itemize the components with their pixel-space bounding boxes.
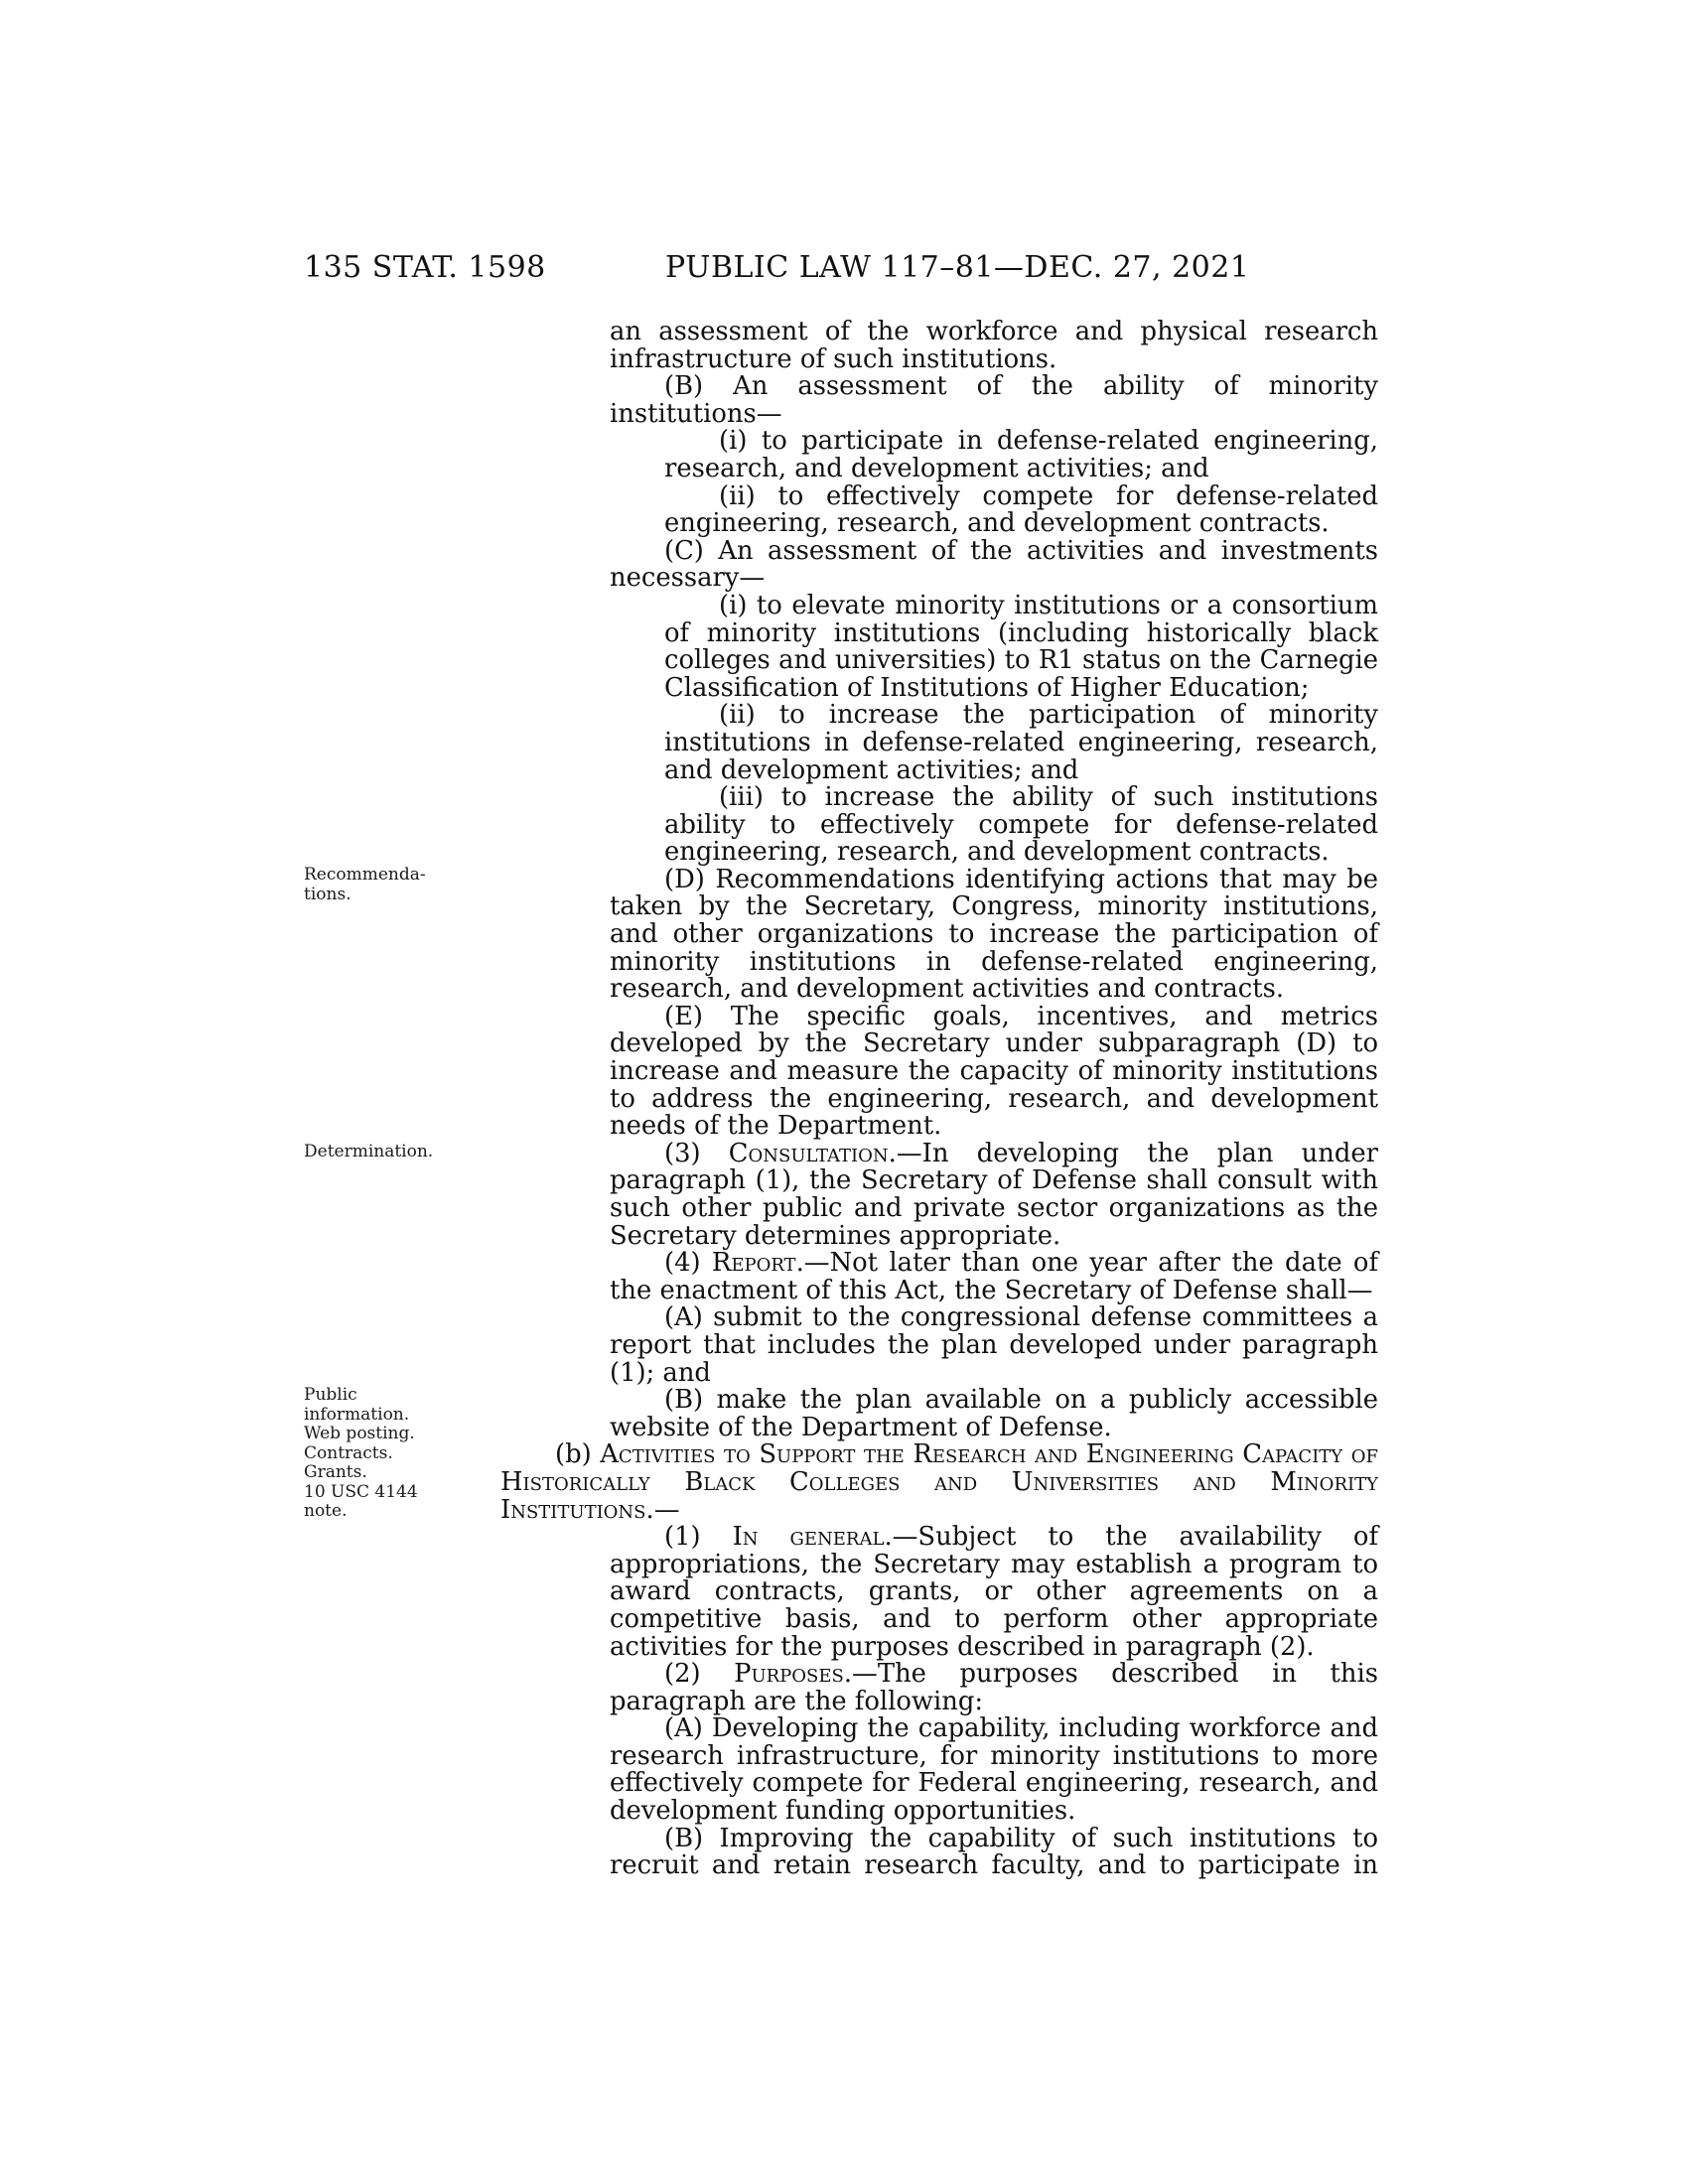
margin-note-line: Web posting. [304,1424,415,1443]
paragraph-text: .—The purposes described in this paragraph are the following: [610,1659,1379,1716]
margin-note-determination [304,1143,453,1162]
margin-note-line: Recommenda- [304,865,426,885]
clause-c-iii: (iii) to increase the ability of such institutions ability to effectively compete for defense-related engineering, research, and development contracts. [664,782,1378,868]
statute-page-reference: 135 STAT. 1598 [304,250,546,285]
subsection-b-heading [500,1441,1378,1524]
paragraph-number: (4) [664,1248,701,1279]
clause-c-i: (i) to elevate minority institutions or a consortium of minority institutions (including historically black colleges and universities) to R1 status on the Carnegie Classification of Institutions of Higher Education; [664,590,1378,703]
subsection-dash: .— [645,1494,680,1525]
margin-note-line: note. [304,1501,348,1521]
paragraph-heading: Purposes [734,1659,844,1690]
margin-note-line: Grants. [304,1462,367,1482]
subsection-heading: Activities to Support the Research and Engineering Capacity of Historically Black Colleges and Universities and Minority Institutions [500,1439,1379,1525]
subparagraph-b: (B) An assessment of the ability of minority institutions— [610,371,1378,429]
paragraph-number: (3) [664,1138,701,1168]
subparagraph-d: (D) Recommendations identifying actions that may be taken by the Secretary, Congress, minority institutions, and other organizations to increase the participation of minority institutions in defense-related engineering, research, and development activities and contracts. [610,864,1378,1005]
margin-note-line: 10 USC 4144 [304,1481,418,1502]
clause-b-i: (i) to participate in defense-related engineering, research, and development activities; and [664,426,1378,483]
subparagraph-e: (E) The specific goals, incentives, and metrics developed by the Secretary under subparagraph (D) to increase and measure the capacity of minority institutions to address the engineering, research, and development needs of the Department. [610,1001,1378,1142]
paragraph-heading: Consultation [728,1138,889,1168]
margin-note-public-information [304,1386,453,1522]
margin-note-line: Contracts. [304,1442,393,1463]
subparagraph-b-2-a: (A) Developing the capability, including workforce and research infrastructure, for minority institutions to more effectively compete for Federal engineering, research, and development funding opportunities. [610,1713,1378,1827]
paragraph-b-1-in-general [500,1524,1378,1661]
paragraph-continuation: an assessment of the workforce and physical research infrastructure of such institutions. [610,317,1378,374]
paragraph-b-2-purposes [500,1661,1378,1715]
subparagraph-b-2-b: (B) Improving the capability of such institutions to recruit and retain research faculty, and to participate in [610,1823,1378,1881]
subparagraph-c: (C) An assessment of the activities and investments necessary— [610,535,1378,594]
paragraph-text: .—In developing the plan under paragraph (1), the Secretary of Defense shall consult with such other public and private sector organizations as the Secretary determines appropriate. [610,1138,1379,1251]
paragraph-4-report [500,1250,1378,1304]
paragraph-3-consultation [500,1138,1379,1251]
margin-note-line: Determination. [304,1142,434,1161]
clause-c-ii: (ii) to increase the participation of minority institutions in defense-related engineering, research, and development activities; and [664,700,1378,785]
subparagraph-4-a: (A) submit to the congressional defense committees a report that includes the plan developed under paragraph (1); and [610,1302,1378,1388]
paragraph-number: (1) [664,1522,701,1553]
subsection-number: (b) [555,1439,592,1470]
margin-note-recommendations [304,866,453,904]
public-law-title: PUBLIC LAW 117–81—DEC. 27, 2021 [665,250,1250,285]
margin-note-line: tions. [304,884,352,904]
paragraph-text: .—Not later than one year after the date of the enactment of this Act, the Secretary of Defense shall— [610,1248,1378,1305]
margin-note-line: Public [304,1385,357,1405]
subparagraph-4-b: (B) make the plan available on a publicly accessible website of the Department of Defense. [610,1385,1378,1442]
page-header [0,250,1688,290]
paragraph-heading: Report [711,1248,796,1279]
margin-note-line: information. [304,1404,410,1425]
paragraph-text: .—Subject to the availability of appropriations, the Secretary may establish a program to award contracts, grants, or other agreements on a competitive basis, and to perform other appropriate activities for the purposes described in paragraph (2). [610,1522,1378,1662]
paragraph-heading: In general [732,1522,885,1553]
paragraph-number: (2) [664,1659,701,1690]
statute-body-text [500,319,1378,1880]
clause-b-ii: (ii) to effectively compete for defense-related engineering, research, and development contracts. [664,480,1378,539]
